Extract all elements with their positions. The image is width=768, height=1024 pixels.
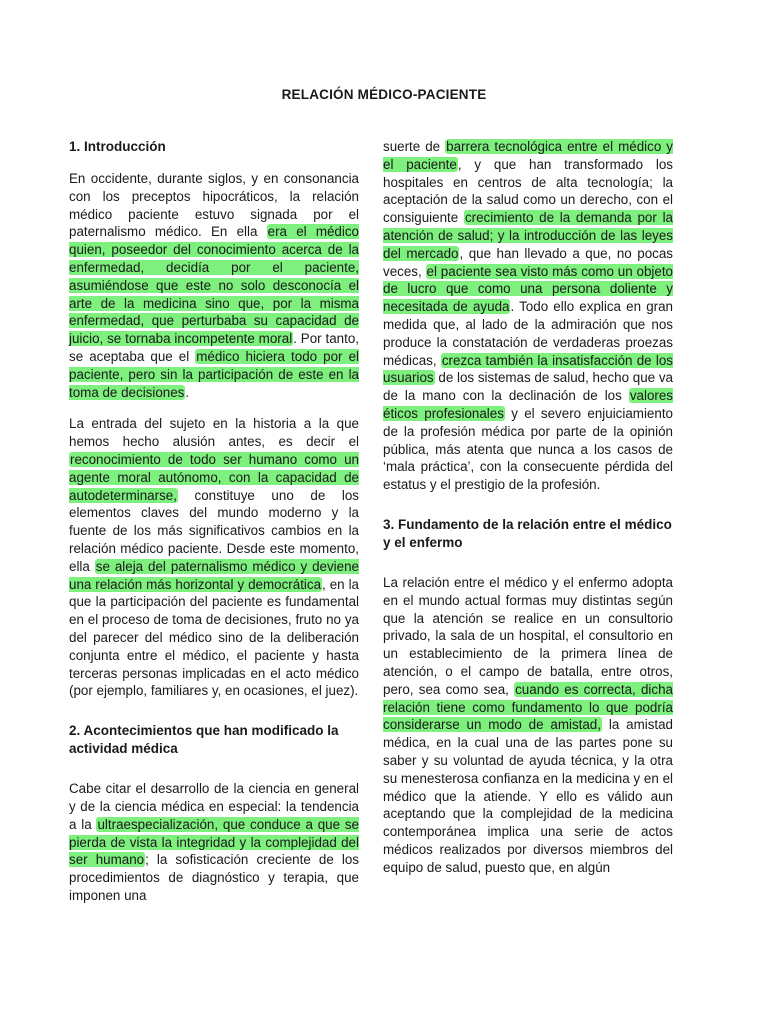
section-heading-introduccion: 1. Introducción bbox=[69, 139, 166, 154]
paragraph-fundamento: La relación entre el médico y el enfermo adopta en el mundo actual formas muy distintas según que la atención se realice en un consultorio privado, la sala de un hospital, el consultorio en un establecimiento de la primera línea de atención, o el campo de batalla, entre otros, pero, sea como sea, cuando es correcta, dicha relación tiene como fundamento lo que podría considerarse un modo de amistad, la amistad médica, en la cual una de las partes pone su saber y su voluntad de ayuda técnica, y la otra su menesterosa confianza en la medicina y en el médico que la atiende. Y ello es válido aun aceptando que la complejidad de la medicina contemporánea implica una serie de actos médicos realizados por diversos miembros del equipo de salud, puesto que, en algún bbox=[383, 574, 674, 875]
section-heading-fundamento: 3. Fundamento de la relación entre el médico y el enfermo bbox=[383, 516, 672, 550]
highlight: crecimiento de la demanda por la atención de salud; y la introducción de las leyes del mercado bbox=[383, 210, 673, 261]
highlight: crezca también la insatisfacción de los usuarios bbox=[383, 352, 673, 386]
document-title: RELACIÓN MÉDICO-PACIENTE bbox=[281, 87, 487, 102]
highlight: era el médico quien, poseedor del conocimiento acerca de la enfermedad, decidía por el paciente, asumiéndose que este no solo desconocía el arte de la medicina sino que, por la misma enfermedad, que perturbaba su capacidad de juicio, se tornaba incompetente moral bbox=[69, 224, 359, 347]
highlight: ultraespecialización, que conduce a que se pierda de vista la integridad y la complejidad del ser humano bbox=[69, 816, 359, 868]
highlight: reconocimiento de todo ser humano como un agente moral autónomo, con la capacidad de autodeterminarse, bbox=[69, 451, 359, 503]
highlight: el paciente sea visto más como un objeto de lucro que como una persona doliente y necesitada de ayuda bbox=[383, 263, 674, 315]
highlight: se aleja del paternalismo médico y deviene una relación más horizontal y democrática bbox=[69, 558, 359, 592]
paragraph-introduccion-1: En occidente, durante siglos, y en consonancia con los preceptos hipocráticos, la relación médico paciente estuvo signada por el paternalismo médico. En ella era el médico quien, poseedor del conocimiento acerca de la enfermedad, decidía por el paciente, asumiéndose que este no solo desconocía el arte de la medicina sino que, por la misma enfermedad, que perturbaba su capacidad de juicio, se tornaba incompetente moral. Por tanto, se aceptaba que el médico hiciera todo por el paciente, pero sin la participación de este en la toma de decisiones. bbox=[69, 171, 359, 400]
right-column bbox=[383, 138, 673, 876]
paragraph-acontecimientos: Cabe citar el desarrollo de la ciencia en general y de la ciencia médica en especial: la tendencia a la ultraespecialización, que conduce a que se pierda de vista la integridad y la complejidad del ser humano; la sofisticación creciente de los procedimientos de diagnóstico y terapia, que imponen una bbox=[69, 781, 359, 903]
left-column bbox=[69, 138, 359, 905]
highlight: médico hiciera todo por el paciente, pero sin la participación de este en la toma de decisiones bbox=[69, 348, 359, 400]
section-heading-acontecimientos: 2. Acontecimientos que han modificado la actividad médica bbox=[69, 723, 339, 757]
paragraph-introduccion-2: La entrada del sujeto en la historia a la que hemos hecho alusión antes, es decir el reconocimiento de todo ser humano como un agente moral autónomo, con la capacidad de autodeterminarse, constituye uno de los elementos claves del mundo moderno y la fuente de los más significativos cambios en la relación médico paciente. Desde este momento, ella se aleja del paternalismo médico y deviene una relación más horizontal y democrática, en la que la participación del paciente es fundamental en el proceso de toma de decisiones, fruto no ya del parecer del médico sino de la deliberación conjunta entre el médico, el paciente y hasta terceras personas implicadas en el acto médico (por ejemplo, familiares y, en ocasiones, el juez). bbox=[69, 416, 360, 699]
paragraph-acontecimientos-cont: suerte de barrera tecnológica entre el médico y el paciente, y que han transformado los hospitales en centros de alta tecnología; la aceptación de la salud como un derecho, con el consiguiente crecimiento de la demanda por la atención de salud; y la introducción de las leyes del mercado, que han llevado a que, no pocas veces, el paciente sea visto más como un objeto de lucro que como una persona doliente y necesitada de ayuda. Todo ello explica en gran medida que, al lado de la admiración que nos produce la constatación de verdaderas proezas médicas, crezca también la insatisfacción de los usuarios de los sistemas de salud, hecho que va de la mano con la declinación de los valores éticos profesionales y el severo enjuiciamiento de la profesión médica por parte de la opinión pública, más atenta que nunca a los casos de ‘mala práctica’, con la consecuente pérdida del estatus y el prestigio de la profesión. bbox=[383, 139, 674, 493]
highlight: valores éticos profesionales bbox=[383, 388, 673, 421]
highlight: barrera tecnológica entre el médico y el paciente bbox=[383, 139, 673, 172]
highlight: cuando es correcta, dicha relación tiene como fundamento lo que podría considerarse un modo de amistad, bbox=[383, 681, 673, 733]
